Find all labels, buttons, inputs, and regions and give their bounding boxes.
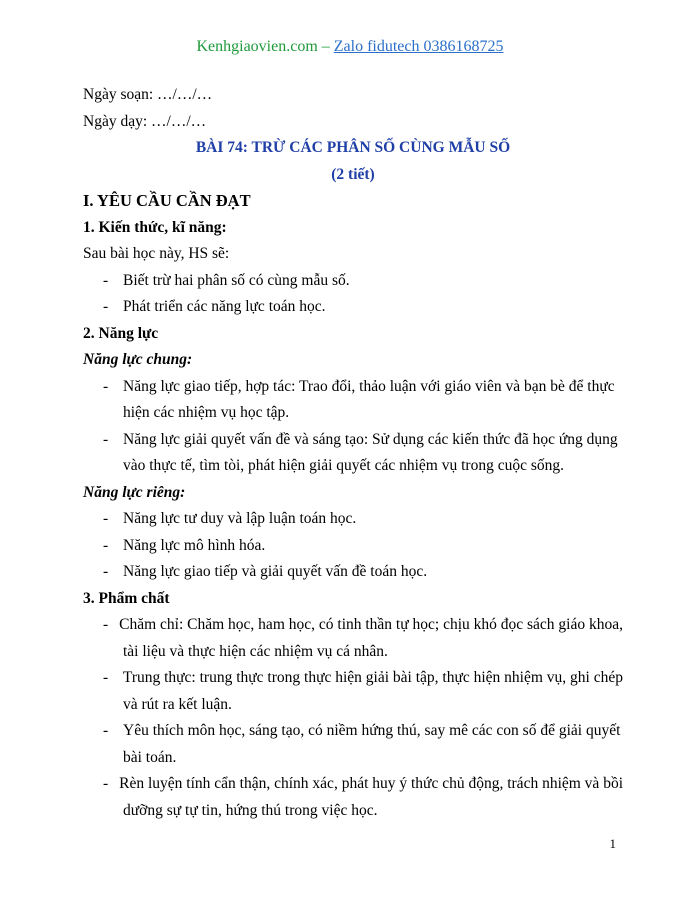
list-item: - Năng lực mô hình hóa. [83, 533, 623, 560]
subsection-heading: 3. Phẩm chất [83, 589, 170, 607]
bullet-dash: - [103, 669, 109, 686]
lesson-title: BÀI 74: TRỪ CÁC PHÂN SỐ CÙNG MẪU SỐ [195, 139, 511, 156]
sub-heading: Năng lực riêng: [83, 483, 186, 501]
list-item-continuation: vào thực tế, tìm tòi, phát hiện giải quyết các nhiệm vụ trong cuộc sống. [123, 457, 565, 474]
subsection-heading: 1. Kiến thức, kĩ năng: [83, 218, 227, 236]
header-separator: – [317, 38, 334, 55]
list-item: - Năng lực giao tiếp và giải quyết vấn đề toán học. [83, 559, 623, 586]
lesson-subtitle: (2 tiết) [331, 165, 375, 183]
bullet-dash: - [103, 377, 109, 395]
ngay-day: Ngày dạy: …/…/… [83, 112, 207, 130]
list-item: - Năng lực tư duy và lập luận toán học. [83, 506, 623, 533]
list-item: - Trung thực: trung thực trong thực hiện giải bài tập, thực hiện nhiệm vụ, ghi chép [83, 665, 623, 692]
list-item-continuation: dưỡng sự tự tin, hứng thú trong việc học. [123, 801, 378, 819]
list-item: - Chăm chỉ: Chăm học, ham học, có tinh thần tự học; chịu khó đọc sách giáo khoa, [83, 612, 623, 639]
subsection-heading: 2. Năng lực [83, 324, 159, 342]
list-item: - Năng lực giải quyết vấn đề và sáng tạo: Sử dụng các kiến thức đã học ứng dụng [83, 427, 623, 454]
bullet-dash: - [103, 775, 109, 792]
bullet-dash: - [103, 510, 109, 527]
list-item: - Yêu thích môn học, sáng tạo, có niềm hứng thú, say mê các con số để giải quyết [83, 718, 623, 745]
intro-text: Sau bài học này, HS sẽ: [83, 245, 230, 262]
list-item-continuation: tài liệu và thực hiện các nhiệm vụ cá nhân. [123, 642, 388, 660]
section-heading: I. YÊU CẦU CẦN ĐẠT [83, 191, 251, 210]
zalo-link[interactable]: Zalo fidutech 0386168725 [333, 38, 504, 55]
list-item: - Biết trừ hai phân số có cùng mẫu số. [83, 268, 623, 295]
bullet-dash: - [103, 430, 109, 448]
list-item: - Năng lực giao tiếp, hợp tác: Trao đổi, thảo luận với giáo viên và bạn bè để thực [83, 374, 623, 401]
list-item-continuation: và rút ra kết luận. [123, 695, 232, 713]
page-header [0, 38, 700, 56]
sub-heading: Năng lực chung: [83, 351, 193, 368]
bullet-dash: - [103, 722, 109, 739]
bullet-dash: - [103, 271, 109, 289]
document-body [83, 82, 623, 824]
bullet-dash: - [103, 298, 109, 315]
list-item-continuation: hiện các nhiệm vụ học tập. [123, 404, 290, 421]
site-link[interactable]: Kenhgiaovien.com [196, 38, 318, 55]
bullet-dash: - [103, 563, 109, 580]
bullet-dash: - [103, 536, 109, 554]
ngay-soan: Ngày soạn: …/…/… [83, 86, 213, 103]
list-item: - Rèn luyện tính cẩn thận, chính xác, phát huy ý thức chủ động, trách nhiệm và bồi [83, 771, 623, 798]
list-item-continuation: bài toán. [123, 748, 177, 766]
list-item: - Phát triển các năng lực toán học. [83, 294, 623, 321]
bullet-dash: - [103, 616, 109, 633]
page-number: 1 [609, 836, 616, 851]
